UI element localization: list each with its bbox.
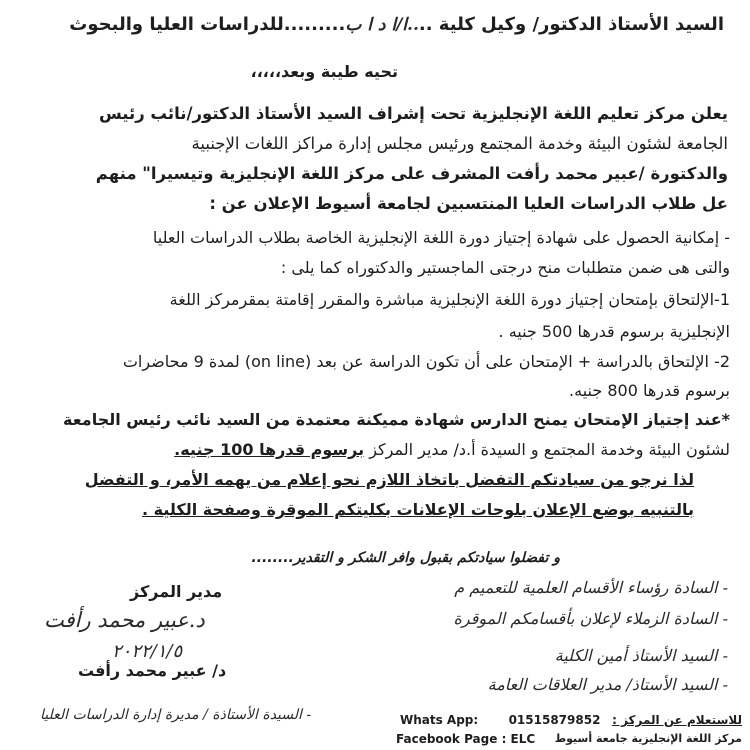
- contact-label: للاستعلام عن المركز :: [612, 713, 742, 727]
- signature-handwritten-name: د.عبير محمد رأفت: [44, 608, 205, 632]
- handwritten-date: ..ا/ا د ا ب: [345, 15, 419, 35]
- whatsapp-number: 01515879852: [508, 713, 601, 727]
- whatsapp-line: [400, 712, 600, 728]
- bullet-line-1: - إمكانية الحصول على شهادة إجتياز دورة اللغة الإنجليزية الخاصة بطلاب الدراسات العليا: [152, 228, 730, 247]
- request-line-2: بالتنبيه بوضع الإعلان بلوحات الإعلانات بكليتكم الموقرة وصفحة الكلية .: [142, 500, 694, 519]
- salutation-prefix: السيد الأستاذ الدكتور/ وكيل كلية ..: [418, 14, 724, 35]
- salutation-suffix: .........للدراسات العليا والبحوث: [69, 14, 346, 35]
- certificate-fee: برسوم قدرها 100 جنيه.: [174, 440, 365, 459]
- facebook-value: : ELC: [501, 732, 536, 746]
- greeting: تحيه طيبة وبعد،،،،،: [250, 62, 398, 81]
- distribution-line-4: - السيد الأستاذ/ مدير العلاقات العامة: [487, 675, 728, 694]
- intro-line-3: والدكتورة /عبير محمد رأفت المشرف على مركز اللغة الإنجليزية وتيسيرا" منهم: [95, 164, 728, 183]
- option-2-line-1: 2- الإلتحاق بالدراسة + الإمتحان على أن تكون الدراسة عن بعد (on line) لمدة 9 محاضرات: [122, 352, 730, 371]
- facebook-label: Facebook Page: [396, 732, 498, 746]
- signature-handwritten-date: ٢٠٢٢/١/٥: [112, 641, 183, 662]
- salutation-line: [69, 13, 724, 37]
- bottom-handwritten-note: - السيدة الأستاذة / مديرة إدارة الدراسات العليا: [40, 707, 312, 723]
- bullet-line-2: والتى هى ضمن متطلبات منح درجتى الماجستير والدكتوراه كما يلى :: [280, 258, 730, 277]
- intro-line-2: الجامعة لشئون البيئة وخدمة المجتمع ورئيس مجلس إدارة مراكز اللغات الإجنبية: [191, 134, 728, 153]
- distribution-line-2: - السادة الزملاء لإعلان بأقسامكم الموقرة: [453, 609, 728, 628]
- option-1-line-2: الإنجليزية برسوم قدرها 500 جنيه .: [498, 322, 730, 341]
- signature-printed-name: د/ عبير محمد رأفت: [78, 661, 227, 680]
- distribution-line-3: - السيد الأستاذ أمين الكلية: [554, 646, 728, 665]
- certificate-line-2: [174, 440, 730, 460]
- signature-title: مدير المركز: [130, 582, 223, 601]
- intro-line-4: عل طلاب الدراسات العليا المنتسبين لجامعة أسيوط الإعلان عن :: [209, 194, 728, 213]
- option-1-line-1: 1-الإلتحاق بإمتحان إجتياز دورة اللغة الإنجليزية مباشرة والمقرر إقامتة بمقرمركز اللغة: [169, 290, 730, 309]
- facebook-line: [396, 731, 535, 747]
- whatsapp-label: Whats App:: [400, 713, 479, 727]
- certificate-line-1: *عند إجتياز الإمتحان يمنح الدارس شهادة مميكنة معتمدة من السيد نائب رئيس الجامعة: [63, 410, 730, 429]
- certificate-line-2-prefix: لشئون البيئة وخدمة المجتمع و السيدة أ.د/ مدير المركز: [364, 440, 730, 459]
- request-line-1: لذا نرجو من سيادتكم التفضل باتخاذ اللازم نحو إعلام من يهمه الأمر، و التفضل: [84, 470, 694, 489]
- distribution-line-1: - السادة رؤساء الأقسام العلمية للتعميم م: [454, 578, 728, 597]
- center-name: مركز اللغة الإنجليزية جامعة أسيوط: [554, 732, 742, 745]
- intro-line-1: يعلن مركز تعليم اللغة الإنجليزية تحت إشراف السيد الأستاذ الدكتور/نائب رئيس: [98, 104, 728, 123]
- option-2-line-2: برسوم قدرها 800 جنيه.: [569, 381, 730, 400]
- closing-line: و تفضلوا سيادتكم بقبول وافر الشكر و التقدير........: [251, 550, 560, 566]
